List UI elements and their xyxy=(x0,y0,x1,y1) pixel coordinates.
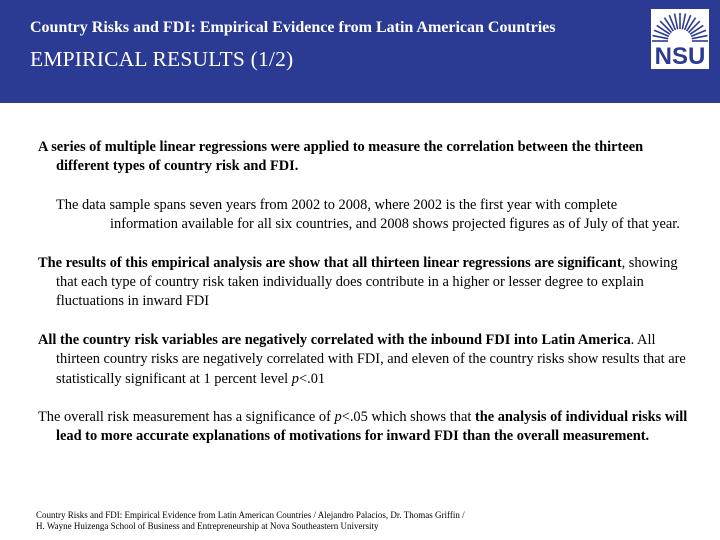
bullet-2-text: , showing that each type of country risk taken individually does contribute in a higher or lesser degree to explain fluctuations in inward FDI xyxy=(56,254,678,310)
sunburst-logo-icon xyxy=(651,9,709,69)
bullet-paragraph-2 xyxy=(38,254,688,312)
presentation-title: Country Risks and FDI: Empirical Evidence from Latin American Countries xyxy=(30,19,556,36)
bullet-4-text1: The overall risk measurement has a significance of xyxy=(38,409,335,426)
bullet-3-text: . All thirteen country risks are negatively correlated with FDI, and eleven of the country risks show results that are statistically significant at 1 percent level xyxy=(56,331,686,387)
slide-body xyxy=(38,138,688,466)
bullet-1-bold: A series of multiple linear regressions were applied to measure the correlation between the thirteen different types of country risk and FDI. xyxy=(38,139,644,175)
bullet-4-p-symbol: p xyxy=(334,409,342,426)
bullet-3-end: <.01 xyxy=(298,370,326,387)
sub-bullet-1 xyxy=(38,196,688,235)
footer-line-1: Country Risks and FDI: Empirical Evidence from Latin American Countries / Alejandro Palacios, Dr. Thomas Griffin / xyxy=(36,510,465,520)
footer-line-2: H. Wayne Huizenga School of Business and Entrepreneurship at Nova Southeastern University xyxy=(36,521,379,531)
bullet-4-text2: <.05 which shows that xyxy=(341,409,475,426)
header-bar xyxy=(0,0,720,103)
bullet-3-bold: All the country risk variables are negatively correlated with the inbound FDI into Latin America xyxy=(38,331,631,348)
logo-text: NSU xyxy=(654,43,706,69)
bullet-2-bold: The results of this empirical analysis are show that all thirteen linear regressions are significant xyxy=(38,254,622,271)
bullet-paragraph-1 xyxy=(38,138,688,177)
bullet-paragraph-4 xyxy=(38,408,688,447)
bullet-paragraph-3 xyxy=(38,331,688,389)
bullet-3-p-symbol: p xyxy=(291,370,299,387)
sub-bullet-1-text: The data sample spans seven years from 2002 to 2008, where 2002 is the first year with complete information available for all six countries, and 2008 shows projected figures as of July of that year. xyxy=(56,196,680,233)
slide-footer xyxy=(36,510,556,532)
slide-title: EMPIRICAL RESULTS (1/2) xyxy=(30,47,294,71)
bullet-4-bold: the analysis of individual risks will lead to more accurate explanations of motivations for inward FDI than the overall measurement. xyxy=(56,409,688,445)
